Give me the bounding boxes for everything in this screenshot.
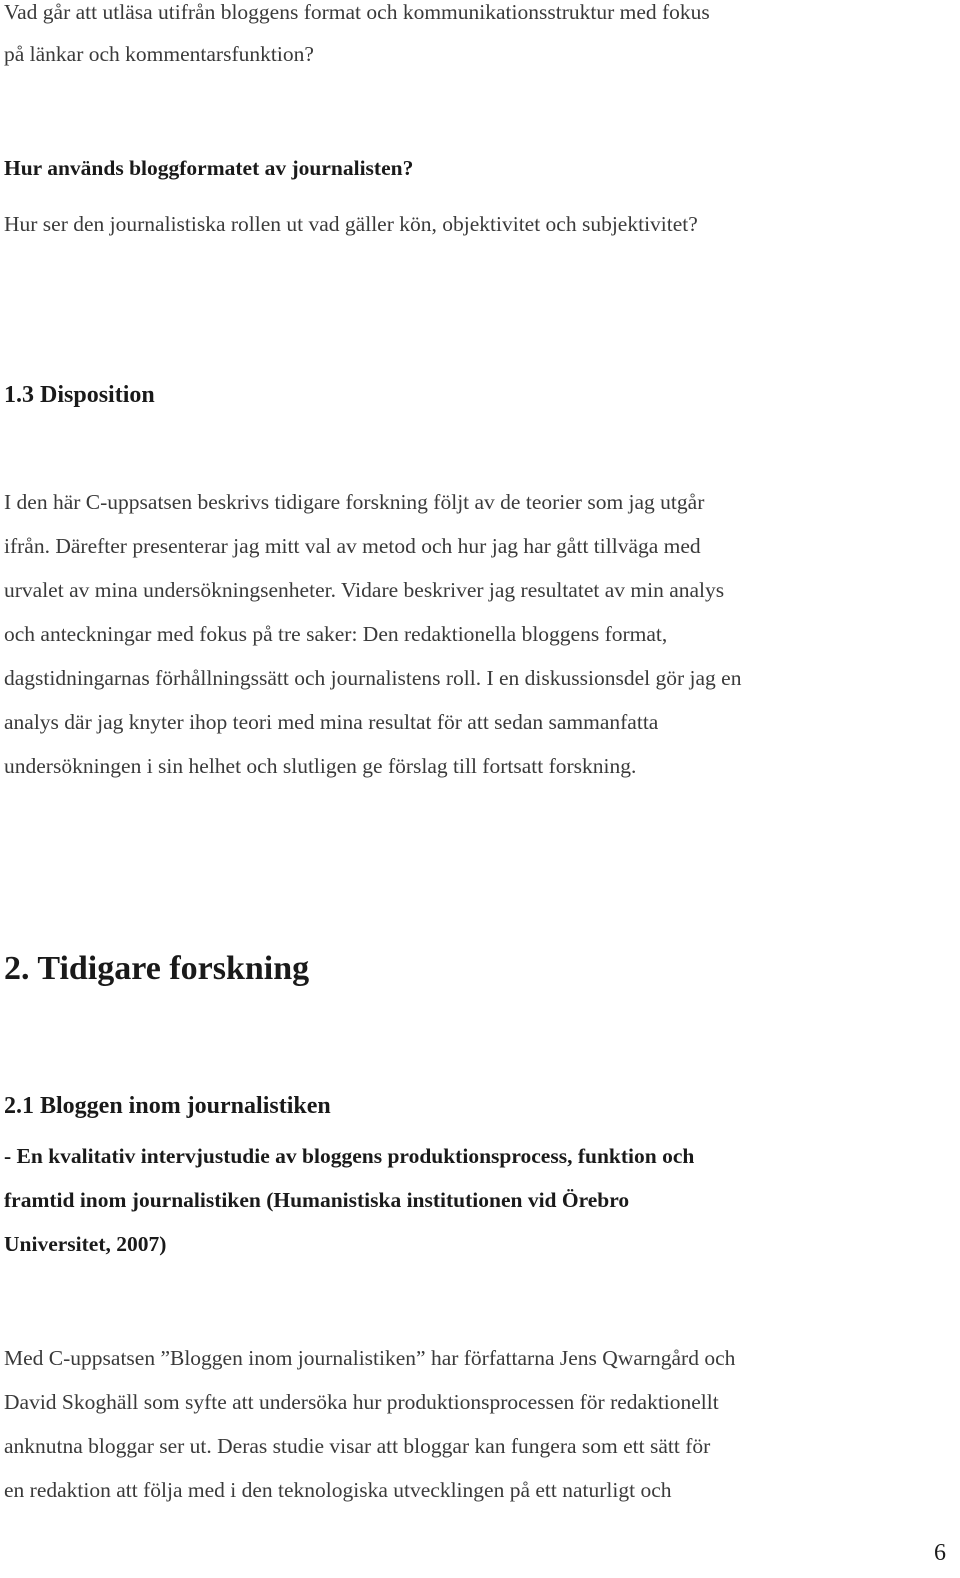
paragraph-line: Med C-uppsatsen ”Bloggen inom journalistiken” har författarna Jens Qwarngård och (4, 1346, 736, 1370)
paragraph-line: David Skoghäll som syfte att undersöka hur produktionsprocessen för redaktionellt (4, 1390, 719, 1414)
section-heading-2-1: 2.1 Bloggen inom journalistiken (4, 1093, 331, 1119)
intro-line: Vad går att utläsa utifrån bloggens format och kommunikationsstruktur med fokus (4, 0, 710, 24)
page-number: 6 (934, 1540, 946, 1566)
paragraph-line: dagstidningarnas förhållningssätt och journalistens roll. I en diskussionsdel gör jag en (4, 666, 742, 690)
paragraph-line: analys där jag knyter ihop teori med mina resultat för att sedan sammanfatta (4, 710, 659, 734)
paragraph-line: en redaktion att följa med i den teknologiska utvecklingen på ett naturligt och (4, 1478, 672, 1502)
intro-line: på länkar och kommentarsfunktion? (4, 42, 314, 66)
study-subtitle-line: Universitet, 2007) (4, 1232, 167, 1256)
paragraph-line: undersökningen i sin helhet och slutligen ge förslag till fortsatt forskning. (4, 754, 637, 778)
paragraph-line: I den här C-uppsatsen beskrivs tidigare forskning följt av de teorier som jag utgår (4, 490, 705, 514)
study-subtitle-line: - En kvalitativ intervjustudie av bloggens produktionsprocess, funktion och (4, 1144, 695, 1168)
paragraph-line: anknutna bloggar ser ut. Deras studie visar att bloggar kan fungera som ett sätt för (4, 1434, 711, 1458)
paragraph-line: urvalet av mina undersökningsenheter. Vidare beskriver jag resultatet av min analys (4, 578, 725, 602)
section-heading-1-3: 1.3 Disposition (4, 382, 155, 408)
research-question: Hur ser den journalistiska rollen ut vad gäller kön, objektivitet och subjektivitet? (4, 212, 698, 236)
paragraph-line: ifrån. Därefter presenterar jag mitt val av metod och hur jag har gått tillväga med (4, 534, 701, 558)
study-subtitle-line: framtid inom journalistiken (Humanistiska institutionen vid Örebro (4, 1188, 630, 1212)
chapter-heading-2: 2. Tidigare forskning (4, 950, 310, 987)
paragraph-line: och anteckningar med fokus på tre saker: Den redaktionella bloggens format, (4, 622, 668, 646)
research-question-bold: Hur används bloggformatet av journalisten? (4, 156, 414, 180)
